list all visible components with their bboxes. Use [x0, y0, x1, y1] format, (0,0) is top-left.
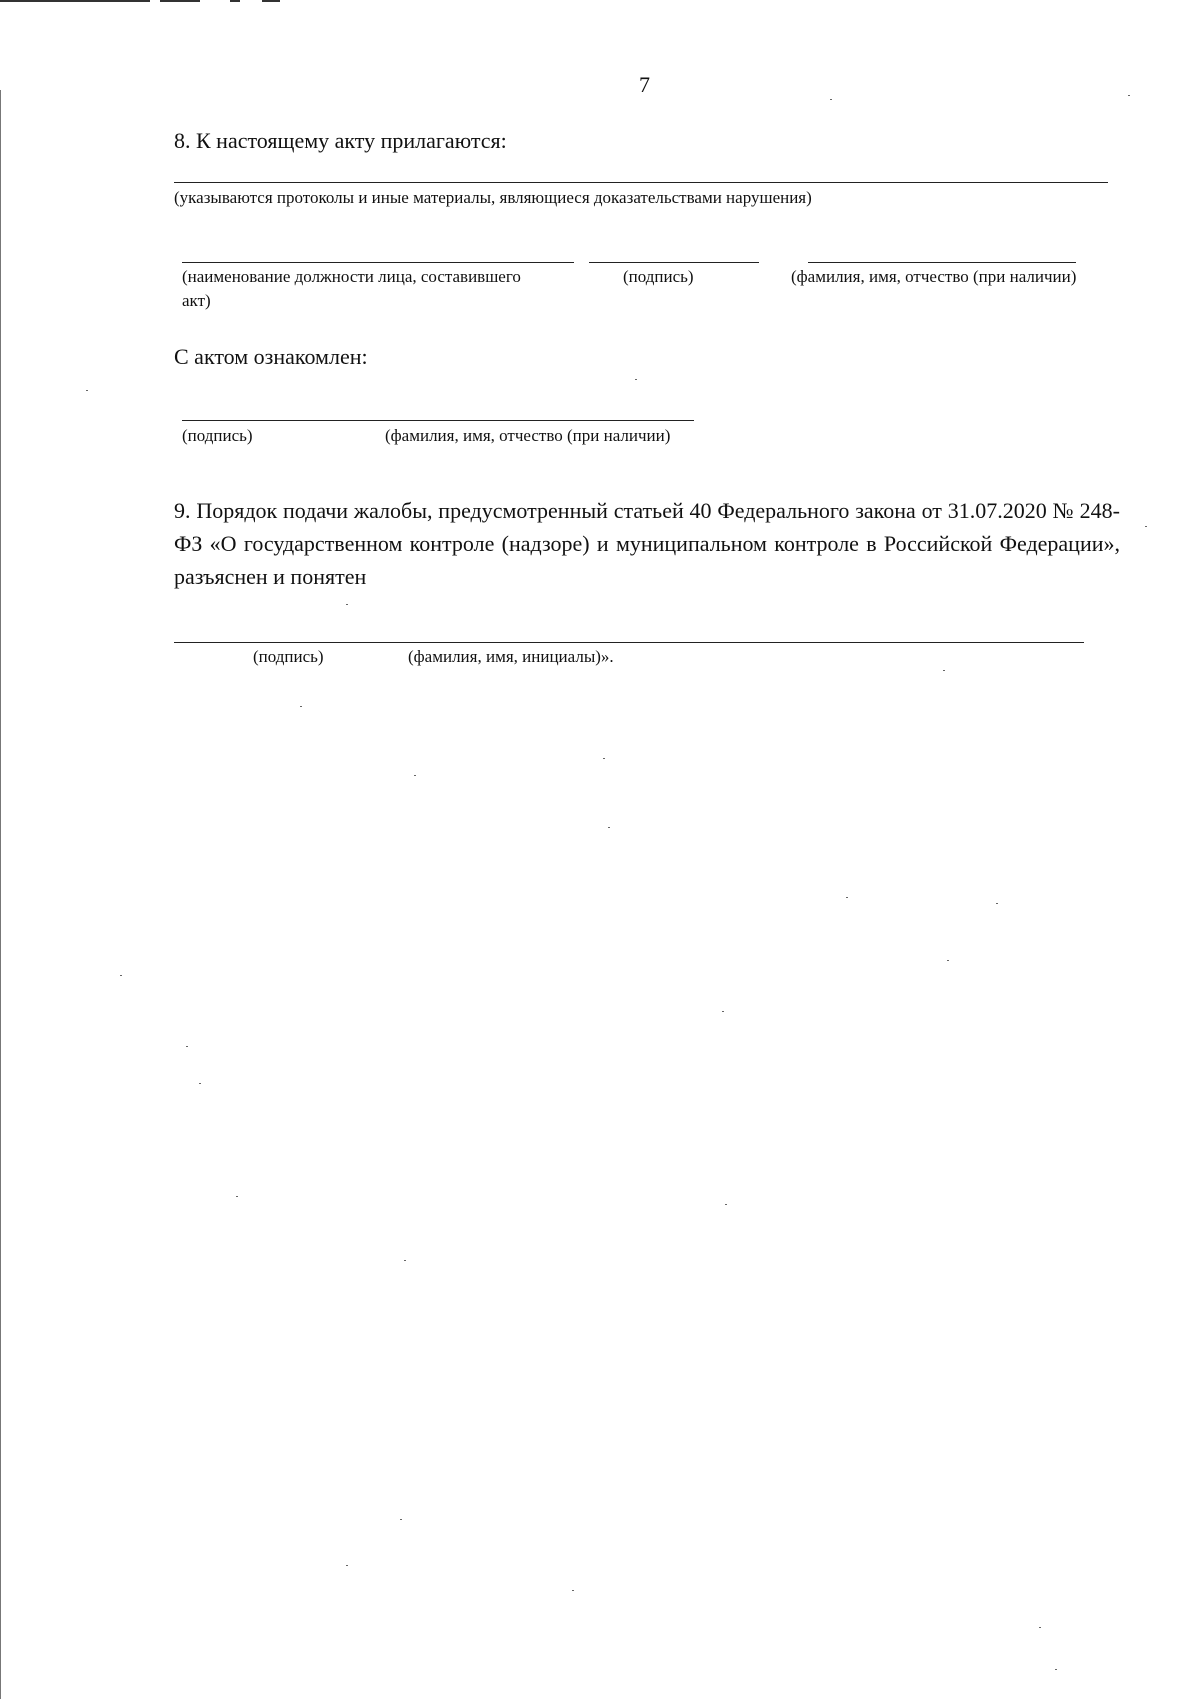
complaint-name-caption: (фамилия, имя, инициалы)». [408, 647, 614, 666]
scan-speck [725, 1204, 727, 1205]
scan-artifact-top [160, 0, 200, 2]
complaint-signature-caption: (подпись) [253, 647, 324, 666]
scan-speck [603, 758, 605, 759]
scan-speck [236, 1196, 238, 1197]
scan-speck [608, 827, 610, 828]
attachments-blank-line [174, 182, 1108, 183]
scan-speck [86, 390, 88, 391]
acquainted-signature-caption: (подпись) [182, 426, 253, 445]
section-9-paragraph: 9. Порядок подачи жалобы, предусмотренный статьей 40 Федерального закона от 31.07.2020 № 248-ФЗ «О государственном контроле (надзоре) и муниципальном контроле в Российской Федерации», разъяснен и понятен [174, 498, 1120, 589]
scan-speck [346, 604, 348, 605]
scan-artifact-top [262, 0, 280, 2]
scan-speck [1055, 1669, 1057, 1670]
signature-caption: (подпись) [623, 267, 694, 286]
page-number: 7 [639, 72, 650, 97]
scan-artifact-top [0, 0, 150, 2]
scan-speck [1039, 1627, 1041, 1628]
name-caption: (фамилия, имя, отчество (при наличии) [791, 267, 1077, 286]
acquainted-blank-line [182, 420, 694, 421]
scan-artifact-left-edge [0, 90, 1, 1699]
scan-speck [722, 1011, 724, 1012]
scan-artifact-top [230, 0, 240, 2]
section-8-heading: 8. К настоящему акту прилагаются: [174, 128, 507, 153]
scan-speck [1128, 95, 1130, 96]
scan-speck [830, 99, 832, 100]
acquainted-name-caption: (фамилия, имя, отчество (при наличии) [385, 426, 671, 445]
complaint-blank-line [174, 642, 1084, 643]
position-caption: (наименование должности лица, составившего [182, 267, 521, 286]
position-caption-continued: акт) [182, 291, 211, 310]
scan-speck [996, 903, 998, 904]
scan-speck [572, 1590, 574, 1591]
acquainted-label: С актом ознакомлен: [174, 344, 368, 369]
name-blank-line [808, 262, 1076, 263]
signature-blank-line [589, 262, 759, 263]
scan-speck [1145, 526, 1147, 527]
scan-speck [404, 1260, 406, 1261]
scan-speck [400, 1519, 402, 1520]
scan-speck [120, 975, 122, 976]
scan-speck [635, 379, 637, 380]
position-blank-line [182, 262, 574, 263]
attachments-caption: (указываются протоколы и иные материалы, являющиеся доказательствами нарушения) [174, 188, 812, 207]
scan-speck [300, 706, 302, 707]
scan-speck [943, 670, 945, 671]
scan-speck [846, 897, 848, 898]
scan-speck [199, 1083, 201, 1084]
scan-speck [947, 960, 949, 961]
scan-speck [346, 1565, 348, 1566]
scan-speck [186, 1046, 188, 1047]
scan-speck [414, 775, 416, 776]
